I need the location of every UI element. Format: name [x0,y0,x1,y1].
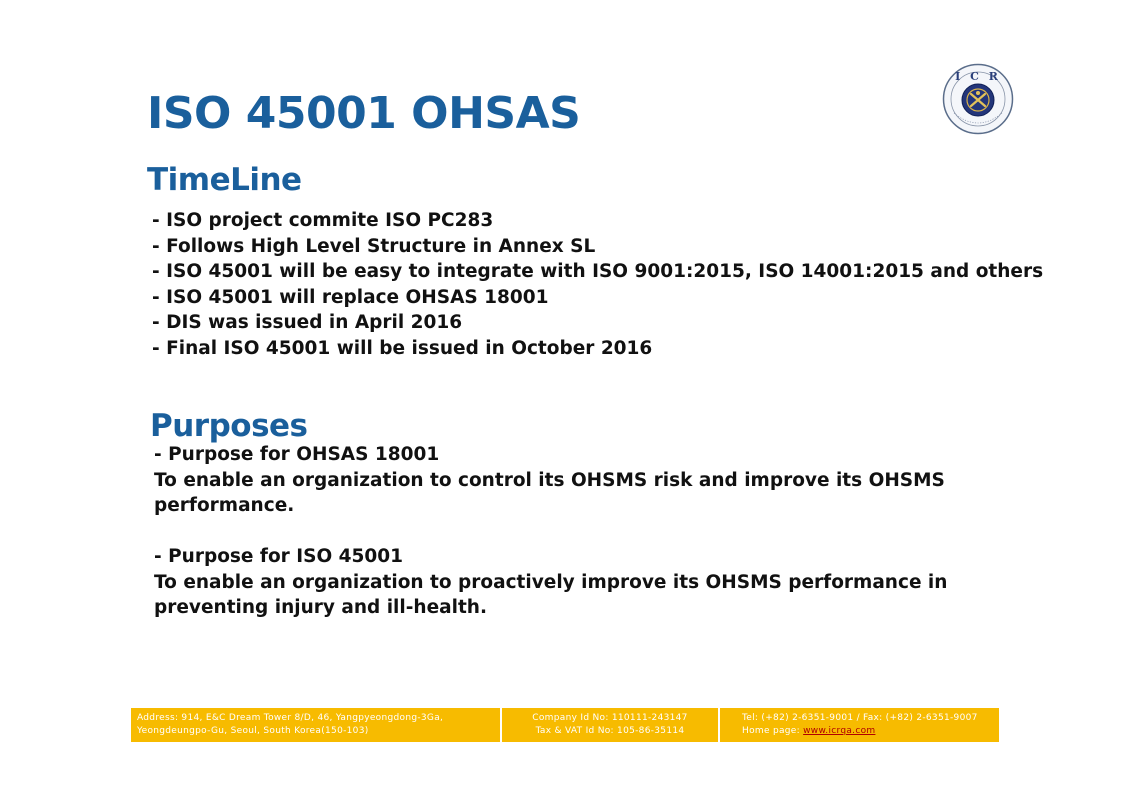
timeline-item: - ISO 45001 will replace OHSAS 18001 [152,286,549,308]
logo-lettering: I C R [955,70,1001,83]
footer-bar [131,708,999,742]
purposes-heading: Purposes [150,408,308,444]
timeline-item: - ISO 45001 will be easy to integrate with ISO 9001:2015, ISO 14001:2015 and others [152,261,1044,282]
footer-address-line: Address: 914, E&C Dream Tower 8/D, 46, Yangpyeongdong-3Ga, [137,713,444,723]
footer-company-id: Company Id No: 110111-243147 [532,713,688,723]
footer-address [131,708,500,742]
page-title: ISO 45001 OHSAS [147,88,581,139]
footer-homepage-row [742,725,993,738]
footer-company-ids [500,708,720,742]
homepage-link[interactable]: www.icrqa.com [803,725,876,736]
footer-address-line: Yeongdeungpo-Gu, Seoul, South Korea(150-103) [137,725,369,736]
icr-logo [942,63,1014,135]
purpose-iso-heading: - Purpose for ISO 45001 [154,546,403,567]
footer-phone-fax: Tel: (+82) 2-6351-9001 / Fax: (+82) 2-6351-9007 [742,713,978,723]
timeline-item: - Final ISO 45001 will be issued in October 2016 [152,337,653,359]
purpose-ohsas-heading: - Purpose for OHSAS 18001 [154,444,440,465]
timeline-item: - Follows High Level Structure in Annex SL [152,235,596,257]
footer-contact [720,708,999,742]
purpose-iso-text: To enable an organization to proactively improve its OHSMS performance in preventing injury and ill-health. [154,571,948,618]
footer-homepage-label: Home page: [742,725,804,736]
purpose-ohsas-text: To enable an organization to control its OHSMS risk and improve its OHSMS performance. [154,469,945,516]
purpose-ohsas-block [154,442,974,519]
timeline-list [152,208,1043,361]
footer-tax-id: Tax & VAT Id No: 105-86-35114 [535,725,685,736]
timeline-item: - ISO project commite ISO PC283 [152,210,494,231]
purpose-iso-block [154,544,974,621]
timeline-item: - DIS was issued in April 2016 [152,312,463,333]
timeline-heading: TimeLine [147,162,302,198]
